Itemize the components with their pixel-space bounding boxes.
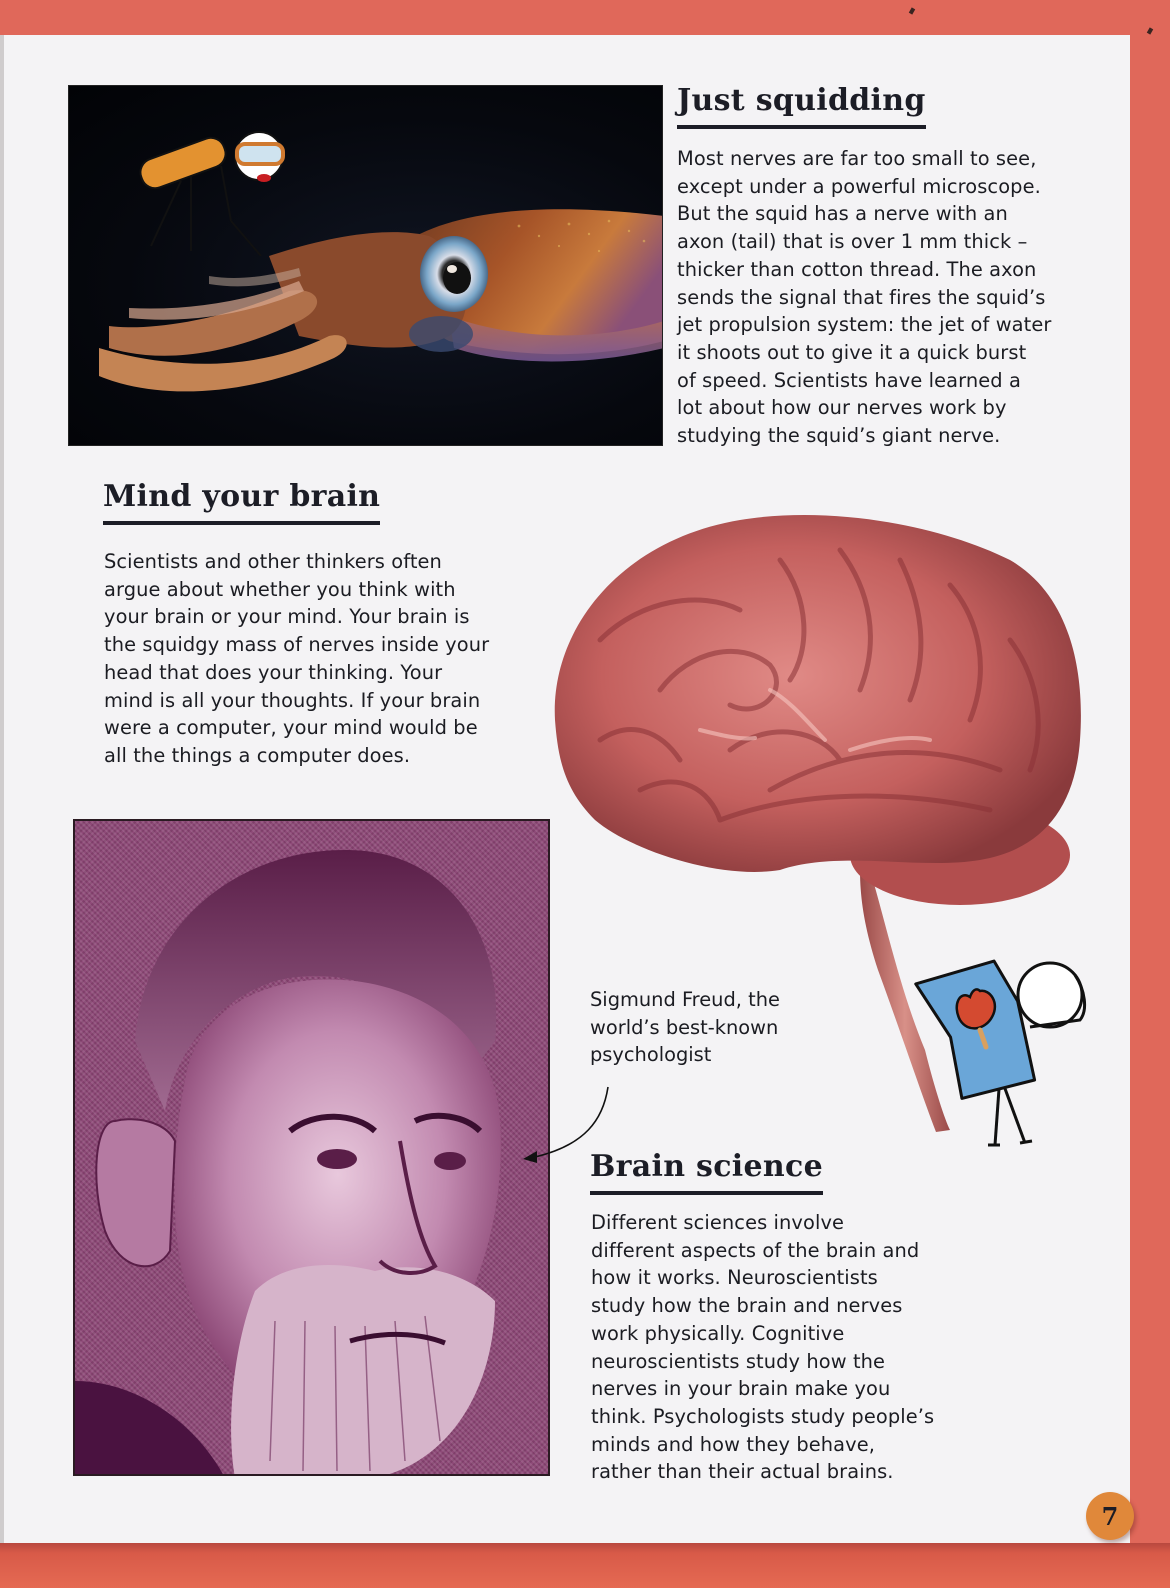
text-line: sends the signal that fires the squid’s (677, 285, 1046, 309)
text-line: of speed. Scientists have learned a (677, 368, 1021, 392)
text-line: nerves in your brain make you (591, 1377, 891, 1401)
text-line: were a computer, your mind would be (104, 716, 478, 740)
text-line: argue about whether you think with (104, 577, 456, 601)
bottom-border-band (0, 1543, 1170, 1588)
text-line: Scientists and other thinkers often (104, 550, 442, 573)
heading-just-squidding: Just squidding (677, 84, 926, 129)
text-line: minds and how they behave, (591, 1432, 876, 1456)
text-line: But the squid has a nerve with an (677, 202, 1008, 226)
text-line: rather than their actual brains. (591, 1460, 894, 1484)
freud-engraving-illustration (75, 821, 550, 1476)
mind-your-brain-text (104, 548, 489, 770)
text-line: neuroscientists study how the (591, 1349, 886, 1373)
text-line: different aspects of the brain and (591, 1238, 920, 1262)
freud-portrait (73, 819, 550, 1476)
text-line: lot about how our nerves work by (677, 396, 1007, 420)
text-line: the squidgy mass of nerves inside your (104, 633, 490, 657)
text-line: all the things a computer does. (104, 743, 411, 767)
text-line: Different sciences involve (591, 1211, 845, 1234)
caption-line: psychologist (590, 1043, 712, 1067)
text-line: axon (tail) that is over 1 mm thick – (677, 230, 1028, 254)
text-line: except under a powerful microscope. (677, 174, 1041, 198)
text-line: work physically. Cognitive (591, 1321, 845, 1345)
just-squidding-text (677, 145, 1051, 450)
text-line: studying the squid’s giant nerve. (677, 424, 1001, 448)
caption-line: world’s best-known (590, 1015, 779, 1039)
text-line: it shoots out to give it a quick burst (677, 340, 1027, 364)
text-line: how it works. Neuroscientists (591, 1266, 878, 1290)
scan-speck (1147, 27, 1153, 34)
diver-stick-figure-icon (131, 126, 291, 256)
text-line: jet propulsion system: the jet of water (677, 313, 1052, 337)
stick-figure-holding-brain-map-icon (900, 935, 1100, 1150)
text-line: mind is all your thoughts. If your brain (104, 688, 481, 712)
page-number-badge: 7 (1086, 1492, 1134, 1540)
text-line: thicker than cotton thread. The axon (677, 257, 1037, 281)
freud-caption (590, 986, 780, 1069)
heading-brain-science: Brain science (590, 1150, 823, 1195)
scan-speck (909, 7, 915, 14)
brain-science-text (591, 1209, 934, 1486)
text-line: your brain or your mind. Your brain is (104, 605, 470, 629)
text-line: Most nerves are far too small to see, (677, 147, 1037, 170)
text-line: think. Psychologists study people’s (591, 1404, 935, 1428)
squid-photo (68, 85, 663, 446)
caption-line: Sigmund Freud, the (590, 988, 780, 1011)
text-line: head that does your thinking. Your (104, 660, 443, 684)
heading-mind-your-brain: Mind your brain (103, 480, 380, 525)
text-line: study how the brain and nerves (591, 1294, 903, 1318)
